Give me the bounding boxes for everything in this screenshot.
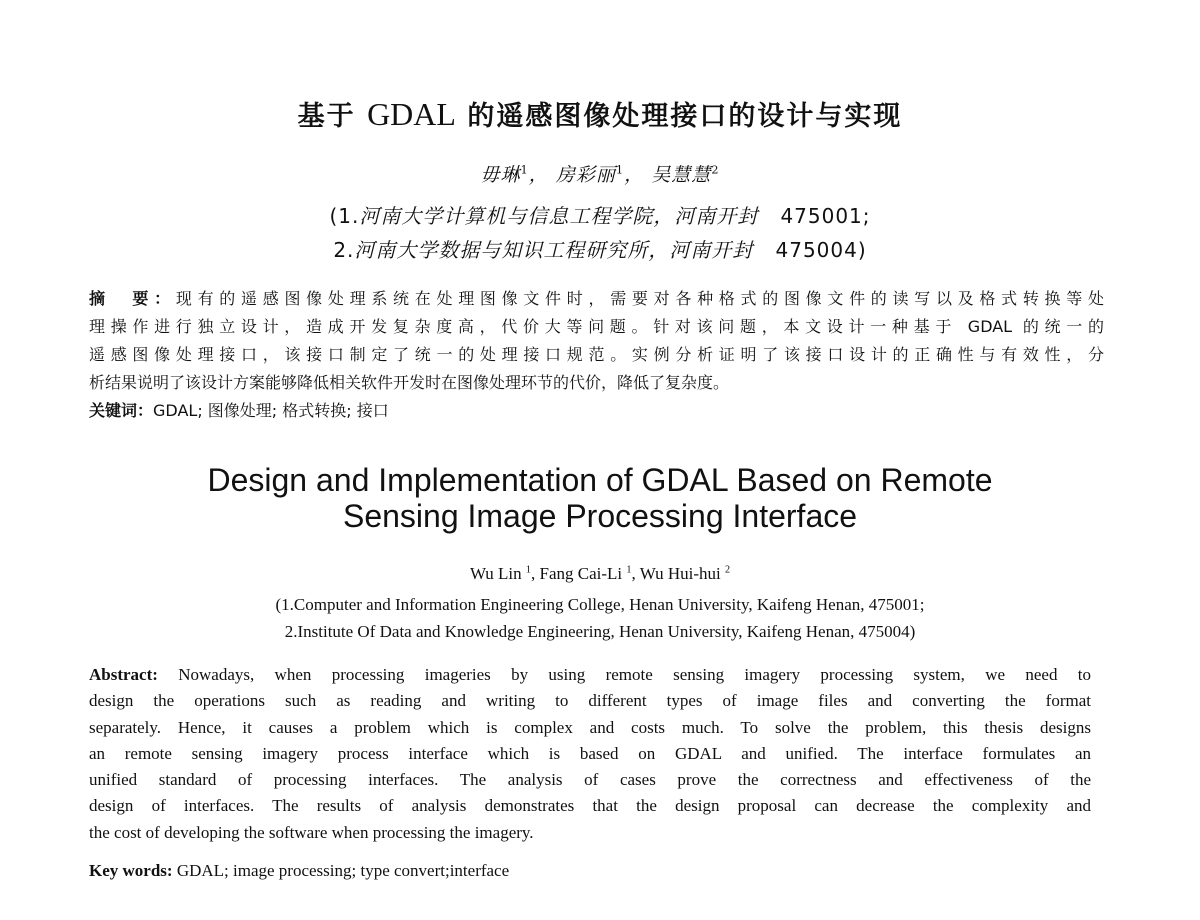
english-abstract-line: the cost of developing the software when processing the imagery. [89, 822, 534, 842]
author-affiliation-mark: 1 [615, 162, 625, 177]
chinese-abstract-line: 理操作进行独立设计，造成开发复杂度高，代价大等问题。针对该问题，本文设计一种基于 GDAL 的统一的 [89, 317, 1104, 336]
chinese-abstract [89, 285, 1104, 425]
author-separator: , [531, 564, 540, 583]
english-keywords-value: GDAL; image processing; type convert;interface [172, 861, 510, 880]
author-separator: , [631, 564, 640, 583]
english-title-line: Design and Implementation of GDAL Based on Remote [207, 462, 993, 498]
english-affiliation-1: (1.Computer and Information Engineering College, Henan University, Kaifeng Henan, 475001; [275, 595, 925, 614]
english-affiliation-2: 2.Institute Of Data and Knowledge Engineering, Henan University, Kaifeng Henan, 475004) [284, 622, 916, 641]
english-abstract-line: separately. Hence, it causes a problem which is complex and costs much. To solve the problem, this thesis designs [89, 717, 1091, 737]
chinese-abstract-line: 遥感图像处理接口，该接口制定了统一的处理接口规范。实例分析证明了该接口设计的正确性与有效性，分 [89, 345, 1104, 364]
author-name: Wu Lin [469, 564, 526, 583]
chinese-affiliation-2 [0, 234, 1200, 263]
author-affiliation-mark: 2 [711, 162, 720, 177]
chinese-title-suffix: 的遥感图像处理接口的设计与实现 [467, 101, 903, 132]
english-keywords-label: Key words: [89, 861, 173, 880]
author-separator: ， [624, 164, 645, 186]
english-abstract-line: unified standard of processing interfaces. The analysis of cases prove the correctness and effectiveness of the [89, 770, 1091, 790]
affiliation-number: 2. [333, 238, 355, 262]
english-abstract-line: Abstract: Nowadays, when processing imageries by using remote sensing imagery processing system, we need to [89, 665, 1091, 684]
affiliation-text: 河南大学计算机与信息工程学院，河南开封 [359, 204, 759, 228]
affiliation-number: (1. [329, 204, 360, 228]
english-authors [0, 564, 1200, 584]
chinese-keywords-value: GDAL; 图像处理; 格式转换; 接口 [153, 401, 389, 420]
english-abstract-line: an remote sensing imagery process interface which is based on GDAL and unified. The interface formulates an [89, 743, 1091, 763]
chinese-affiliation-1 [0, 200, 1200, 229]
affiliation-text: 河南大学数据与知识工程研究所，河南开封 [354, 238, 754, 262]
author-name: Wu Hui-hui [639, 564, 725, 583]
author-name: 吴慧慧 [651, 164, 712, 186]
chinese-title-prefix: 基于 [297, 101, 356, 132]
author-name: 毋琳 [480, 164, 521, 186]
english-title-line: Sensing Image Processing Interface [342, 498, 858, 534]
author-name: 房彩丽 [555, 164, 616, 186]
english-keywords [89, 861, 509, 881]
chinese-abstract-label: 摘 要： [89, 289, 176, 308]
chinese-title [0, 94, 1200, 133]
chinese-abstract-line: 摘 要：现有的遥感图像处理系统在处理图像文件时，需要对各种格式的图像文件的读写以及格式转换等处 [89, 289, 1104, 308]
postal-code: 475001; [780, 204, 871, 228]
author-affiliation-mark: 1 [525, 564, 532, 576]
english-title [0, 462, 1200, 534]
chinese-keywords [89, 397, 1104, 425]
chinese-keywords-label: 关键词： [89, 401, 154, 420]
chinese-abstract-line: 析结果说明了该设计方案能够降低相关软件开发时在图像处理环节的代价，降低了复杂度。 [89, 373, 730, 392]
english-abstract-line: design the operations such as reading and writing to different types of image files and converting the format [89, 691, 1091, 711]
author-separator: ， [528, 164, 549, 186]
postal-code: 475004) [775, 238, 867, 262]
author-affiliation-mark: 1 [626, 564, 632, 576]
english-abstract-label: Abstract: [89, 665, 158, 684]
english-abstract-line: design of interfaces. The results of analysis demonstrates that the design proposal can decrease the complexity and [89, 796, 1091, 816]
author-affiliation-mark: 2 [724, 564, 731, 576]
english-abstract [89, 662, 1091, 846]
chinese-title-latin: GDAL [367, 96, 456, 132]
author-affiliation-mark: 1 [520, 162, 529, 177]
author-name: Fang Cai-Li [539, 564, 627, 583]
chinese-authors [0, 160, 1200, 187]
